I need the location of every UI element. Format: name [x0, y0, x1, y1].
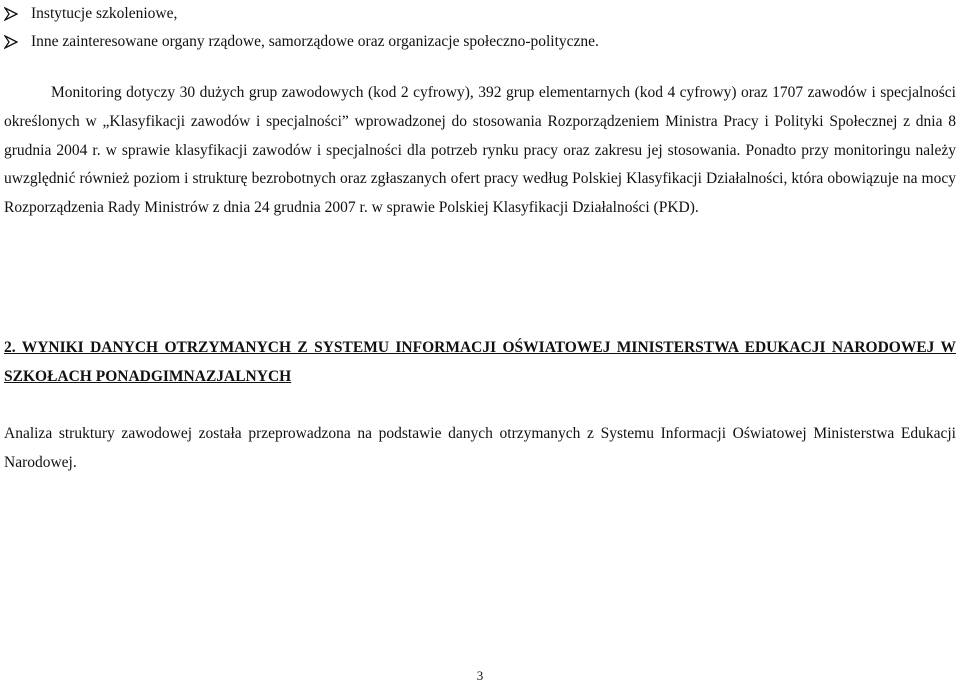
list-item — [4, 28, 954, 56]
list-item — [4, 0, 954, 28]
arrow-bullet-icon — [4, 7, 18, 21]
monitoring-paragraph: Monitoring dotyczy 30 dużych grup zawodowych (kod 2 cyfrowy), 392 grup elementarnych (kod 4 cyfrowy) oraz 1707 zawodów i specjalności określonych w „Klasyfikacji zawodów i specjalności” wprowadzonej do stosowania Rozporządzeniem Ministra Pracy i Polityki Społecznej z dnia 8 grudnia 2004 r. w sprawie klasyfikacji zawodów i specjalności dla potrzeb rynku pracy oraz zakresu jej stosowania. Ponadto przy monitoringu należy uwzględnić również poziom i strukturę bezrobotnych oraz zgłaszanych ofert pracy według Polskiej Klasyfikacji Działalności, która obowiązuje na mocy Rozporządzenia Rady Ministrów z dnia 24 grudnia 2007 r. w sprawie Polskiej Klasyfikacji Działalności (PKD). — [4, 84, 956, 217]
arrow-bullet-icon — [4, 35, 18, 49]
bullet-text: Instytucje szkoleniowe, — [31, 5, 178, 22]
section-heading: 2. WYNIKI DANYCH OTRZYMANYCH Z SYSTEMU INFORMACJI OŚWIATOWEJ MINISTERSTWA EDUKACJI NARODOWEJ W SZKOŁACH PONADGIMNAZJALNYCH — [4, 339, 956, 385]
analysis-paragraph: Analiza struktury zawodowej została przeprowadzona na podstawie danych otrzymanych z Systemu Informacji Oświatowej Ministerstwa Edukacji Narodowej. — [4, 425, 956, 471]
page-number: 3 — [476, 668, 484, 683]
bullet-text: Inne zainteresowane organy rządowe, samorządowe oraz organizacje społeczno-polityczne. — [31, 33, 599, 50]
bullet-list — [4, 0, 954, 56]
